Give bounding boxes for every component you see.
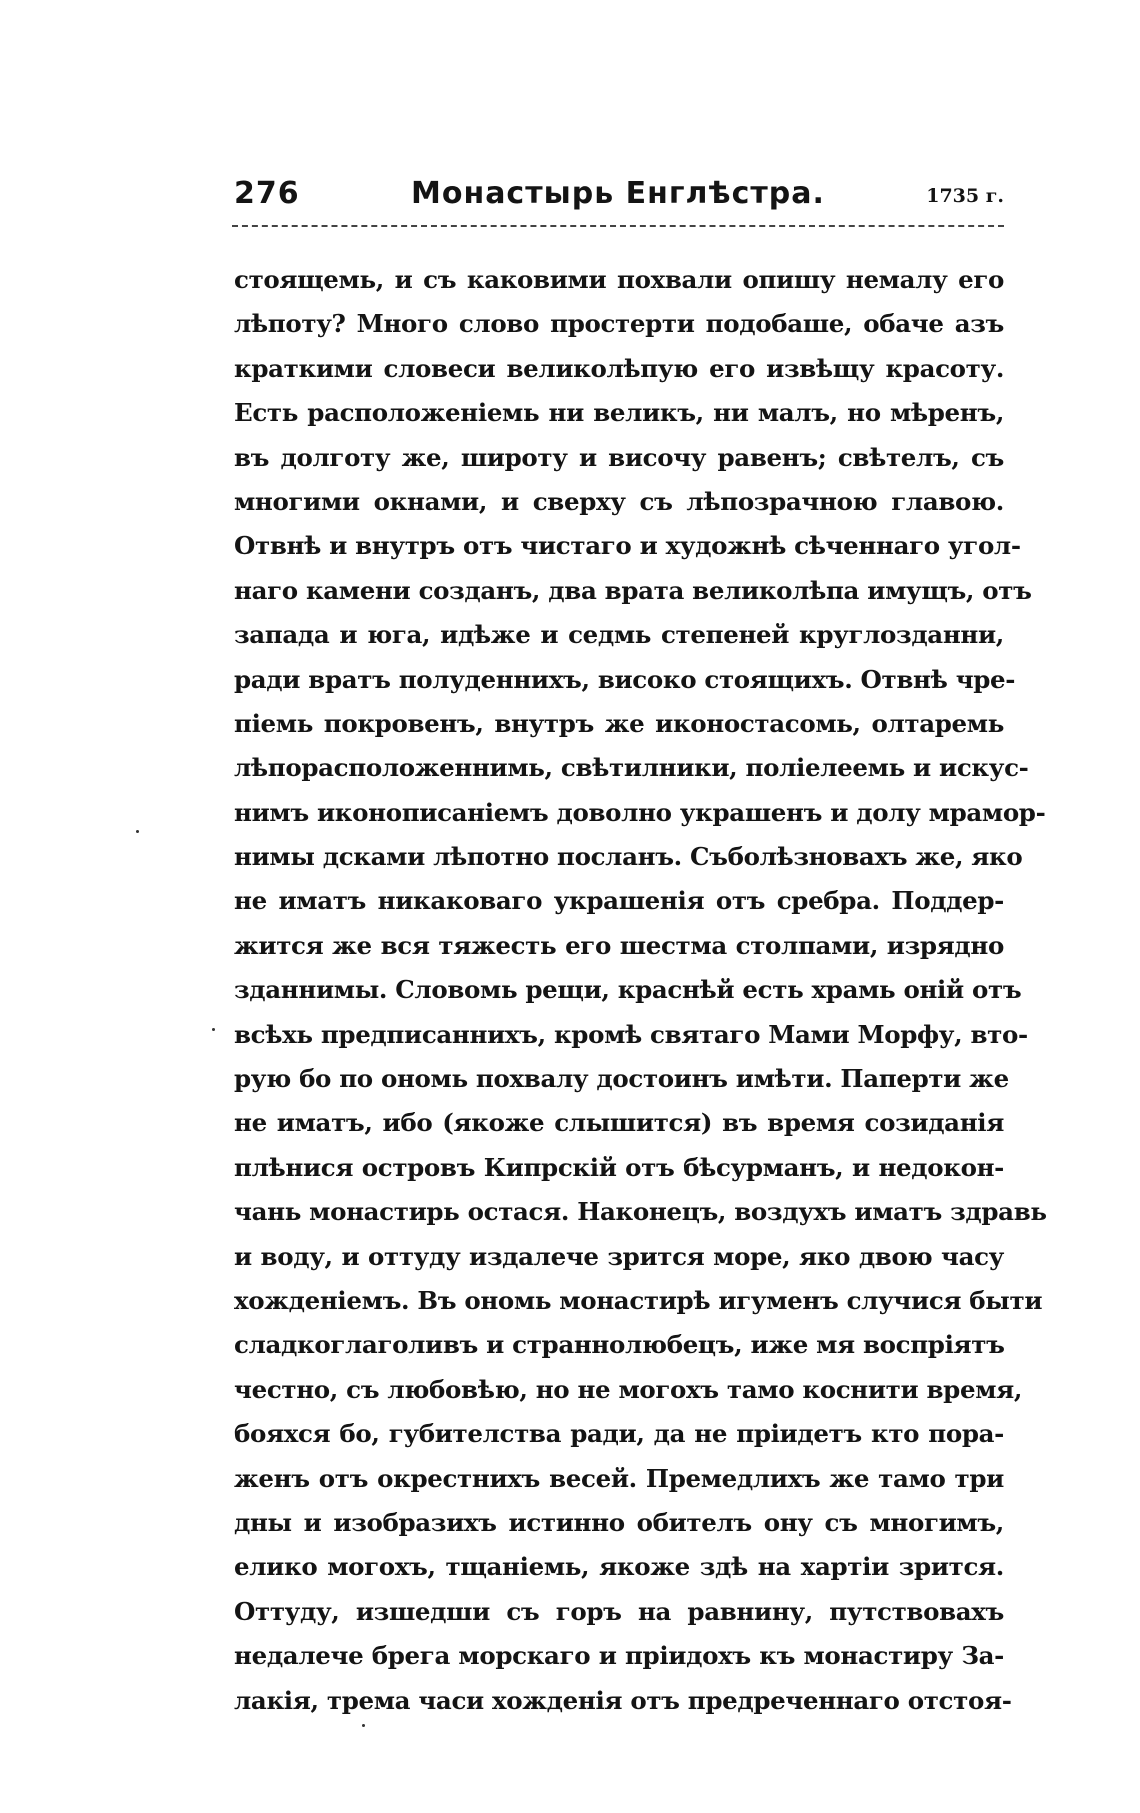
text-line: плѣнися островъ Кипрскій отъ бѣсурманъ, и недокон- bbox=[234, 1152, 1004, 1182]
text-line: піемь покровенъ, внутръ же иконостасомь, олтаремь bbox=[234, 708, 1004, 738]
text-line: Оттуду, изшедши съ горъ на равнину, путствовахъ bbox=[234, 1596, 1004, 1626]
text-line: запада и юга, идѣже и седмь степеней круглозданни, bbox=[234, 620, 1004, 650]
text-line: лакія, трема часи хожденія отъ предреченнаго отстоя- bbox=[234, 1685, 1012, 1715]
text-line: нимъ иконописаніемъ доволно украшенъ и долу мрамор- bbox=[234, 797, 1046, 827]
text-line: женъ отъ окрестнихъ весей. Премедлихъ же тамо три bbox=[234, 1463, 1004, 1493]
text-line: краткими словеси великолѣпую его извѣщу красоту. bbox=[234, 353, 1004, 383]
text-line: нимы дсками лѣпотно посланъ. Съболѣзновахъ же, яко bbox=[234, 842, 1023, 872]
text-line: жится же вся тяжесть его шестма столпами, изрядно bbox=[234, 930, 1004, 960]
text-line: не иматъ никаковаго украшенія отъ сребра. Поддер- bbox=[234, 886, 1004, 916]
text-line: сладкоглаголивъ и страннолюбецъ, иже мя воспріятъ bbox=[234, 1330, 1005, 1360]
text-line: всѣхь предписаннихъ, кромѣ святаго Мами Морфу, вто- bbox=[234, 1019, 1028, 1049]
text-line: въ долготу же, широту и височу равенъ; свѣтелъ, съ bbox=[234, 442, 1004, 472]
header-rule bbox=[232, 225, 1004, 227]
text-line: честно, съ любовѣю, но не могохъ тамо коснити время, bbox=[234, 1374, 1023, 1404]
text-line: хожденіемъ. Въ ономь монастирѣ игуменъ случися быти bbox=[234, 1285, 1043, 1315]
scan-speck bbox=[362, 1724, 365, 1727]
text-line: рую бо по ономь похвалу достоинъ имѣти. Паперти же bbox=[234, 1064, 1009, 1094]
page-number: 276 bbox=[234, 176, 300, 211]
text-line: Отвнѣ и внутръ отъ чистаго и художнѣ сѣченнаго угол- bbox=[234, 531, 1021, 561]
text-line: стоящемь, и съ каковими похвали опишу немалу его bbox=[234, 265, 1004, 294]
text-line: ради вратъ полуденнихъ, високо стоящихъ. Отвнѣ чре- bbox=[234, 664, 1016, 694]
text-line: многими окнами, и сверху съ лѣпозрачною главою. bbox=[234, 486, 1004, 516]
year-label: 1735 г. bbox=[926, 185, 1004, 207]
text-line: недалече брега морскаго и пріидохъ къ монастиру За- bbox=[234, 1641, 1004, 1671]
text-line: не иматъ, ибо (якоже слышится) въ время созиданія bbox=[234, 1108, 1004, 1138]
running-head bbox=[234, 176, 1004, 220]
body-text bbox=[234, 258, 1047, 1723]
text-line: наго камени созданъ, два врата великолѣпа имущъ, отъ bbox=[234, 575, 1032, 605]
text-line: дны и изобразихъ истинно обителъ ону съ многимъ, bbox=[234, 1507, 1004, 1537]
text-line: бояхся бо, губителства ради, да не пріидетъ кто пора- bbox=[234, 1419, 1004, 1449]
text-line: чань монастирь остася. Наконецъ, воздухъ иматъ здравь bbox=[234, 1197, 1047, 1227]
text-line: и воду, и оттуду издалече зрится море, яко двою часу bbox=[234, 1241, 1004, 1271]
text-line: елико могохъ, тщаніемь, якоже здѣ на хартіи зрится. bbox=[234, 1552, 1004, 1582]
scan-speck bbox=[136, 830, 139, 833]
text-line: зданнимы. Словомь рещи, краснѣй есть храмь оній отъ bbox=[234, 975, 1022, 1005]
text-line: Есть расположеніемь ни великъ, ни малъ, но мѣренъ, bbox=[234, 398, 1004, 428]
text-line: лѣпорасположеннимь, свѣтилники, поліелеемь и искус- bbox=[234, 753, 1029, 783]
scan-speck bbox=[212, 1028, 215, 1031]
running-title: Монастырь Енглѣстра. bbox=[411, 176, 825, 211]
text-line: лѣпоту? Много слово простерти подобаше, обаче азъ bbox=[234, 309, 1004, 339]
